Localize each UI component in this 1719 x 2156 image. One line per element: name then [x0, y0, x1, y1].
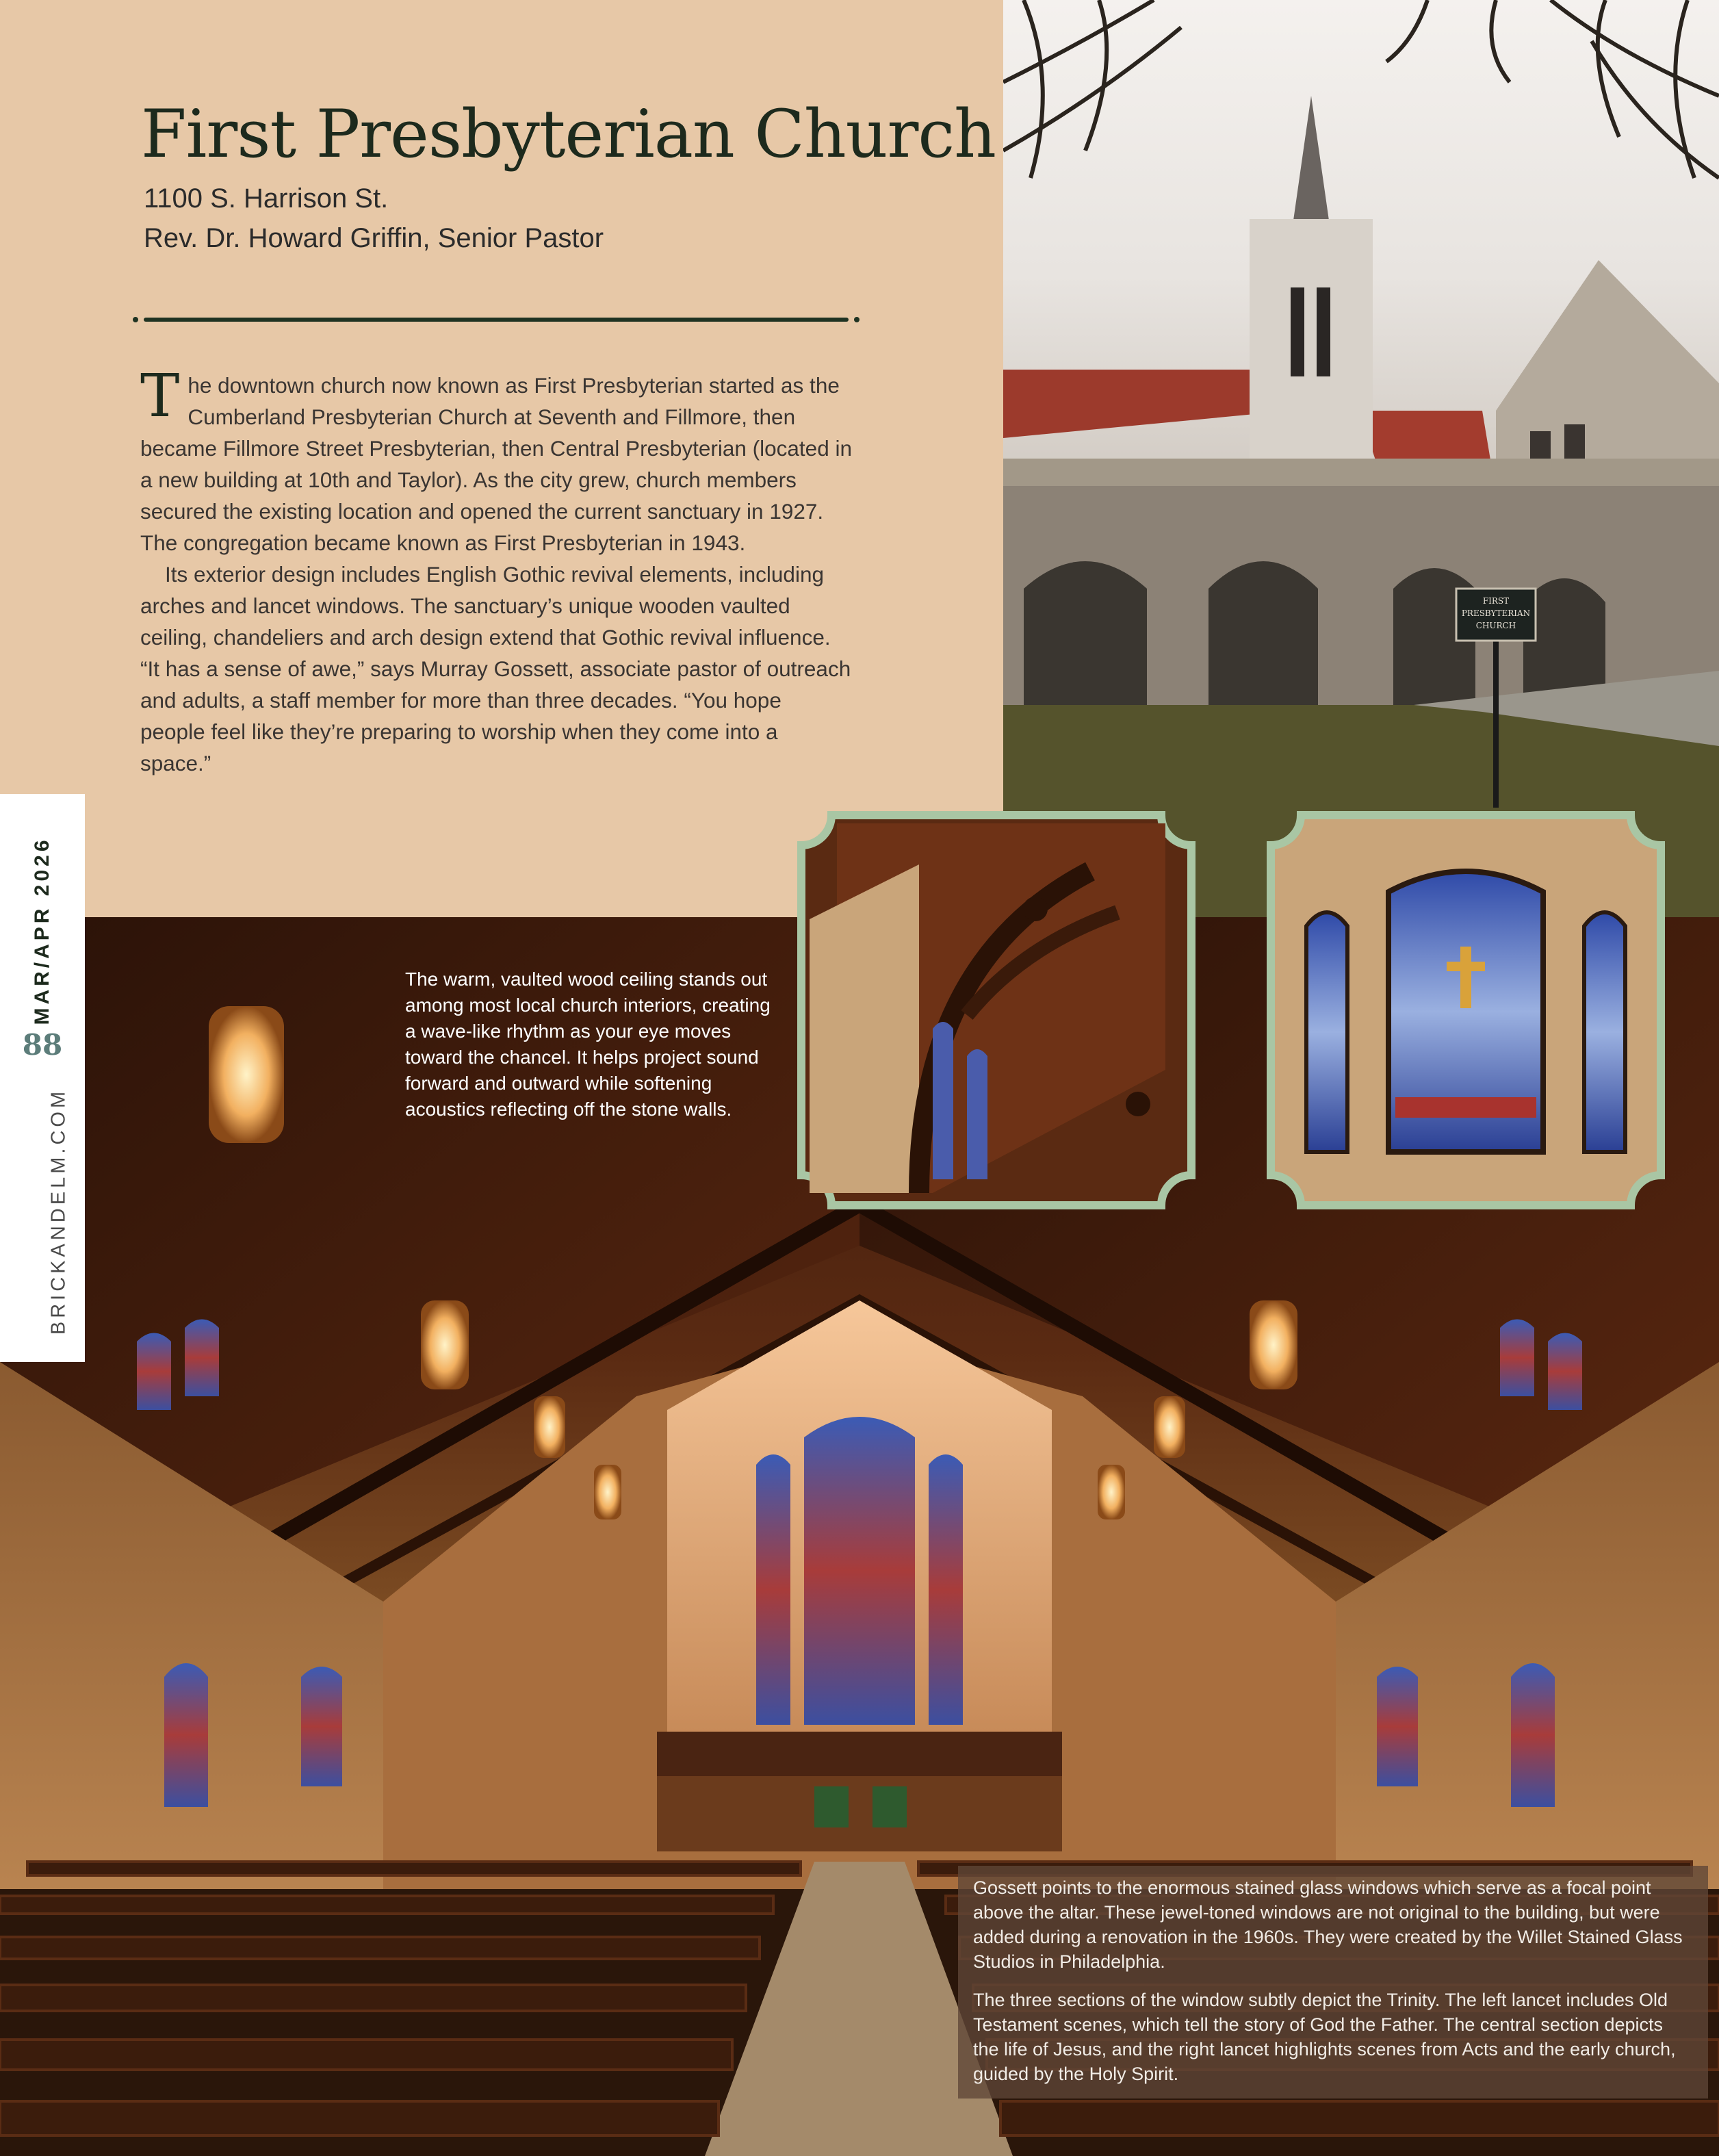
sign-line-3: CHURCH — [1475, 621, 1516, 630]
sign-line-1: FIRST — [1482, 596, 1510, 606]
windows-caption — [958, 1866, 1708, 2099]
text-panel — [0, 0, 1003, 917]
website-url: BRICKANDELM.COM — [47, 1088, 70, 1335]
church-exterior-photo — [1003, 0, 1719, 917]
ceiling-detail-photo — [796, 810, 1197, 1211]
article-paragraph-1 — [140, 362, 852, 559]
issue-date: MAR/APR 2026 — [31, 836, 53, 1025]
article-body — [140, 362, 852, 779]
stained-glass-photo — [1265, 810, 1666, 1211]
ceiling-caption: The warm, vaulted wood ceiling stands out among most local church interiors, creating a wave-like rhythm as your eye moves toward the chancel. It helps project sound forward and outward while softening acoustics reflecting off the stone walls. — [405, 968, 771, 1120]
senior-pastor: Rev. Dr. Howard Griffin, Senior Pastor — [144, 223, 604, 253]
windows-caption-paragraph-2: The three sections of the window subtly depict the Trinity. The left lancet includes Old Testament scenes, which tell the story of God the Father. The central section depicts the life of Jesus, and the right lancet highlights scenes from Acts and the early church, guided by the Holy Spirit. — [973, 1990, 1676, 2084]
drop-cap: T — [140, 362, 180, 431]
windows-caption-paragraph-1: Gossett points to the enormous stained glass windows which serve as a focal point above the altar. These jewel-toned windows are not original to the building, but were added during a renovation in the 1960s. They were created by the Willet Stained Glass Studios in Philadelphia. — [973, 1877, 1683, 1972]
sign-line-2: PRESBYTERIAN — [1461, 608, 1531, 618]
title-divider — [144, 318, 849, 322]
article-paragraph-2: Its exterior design includes English Gothic revival elements, including arches and lancet windows. The sanctuary’s unique wooden vaulted ceiling, chandeliers and arch design extend that Gothic revival influence. “It has a sense of awe,” says Murray Gossett, associate pastor of outreach and adults, a staff member for more than three decades. “You hope people feel like they’re preparing to worship when they come into a space.” — [140, 562, 851, 775]
article-paragraph-1-text: he downtown church now known as First Presbyterian started as the Cumberland Presbyterian Church at Seventh and Fillmore, then became Fillmore Street Presbyterian, then Central Presbyterian (located in a new building at 10th and Taylor). As the city grew, church members secured the existing location and opened the current sanctuary in 1927. The congregation became known as First Presbyterian in 1943. — [140, 373, 852, 555]
church-address: 1100 S. Harrison St. — [144, 183, 389, 214]
page-number: 88 — [22, 1028, 63, 1062]
page-title: First Presbyterian Church — [141, 96, 996, 172]
